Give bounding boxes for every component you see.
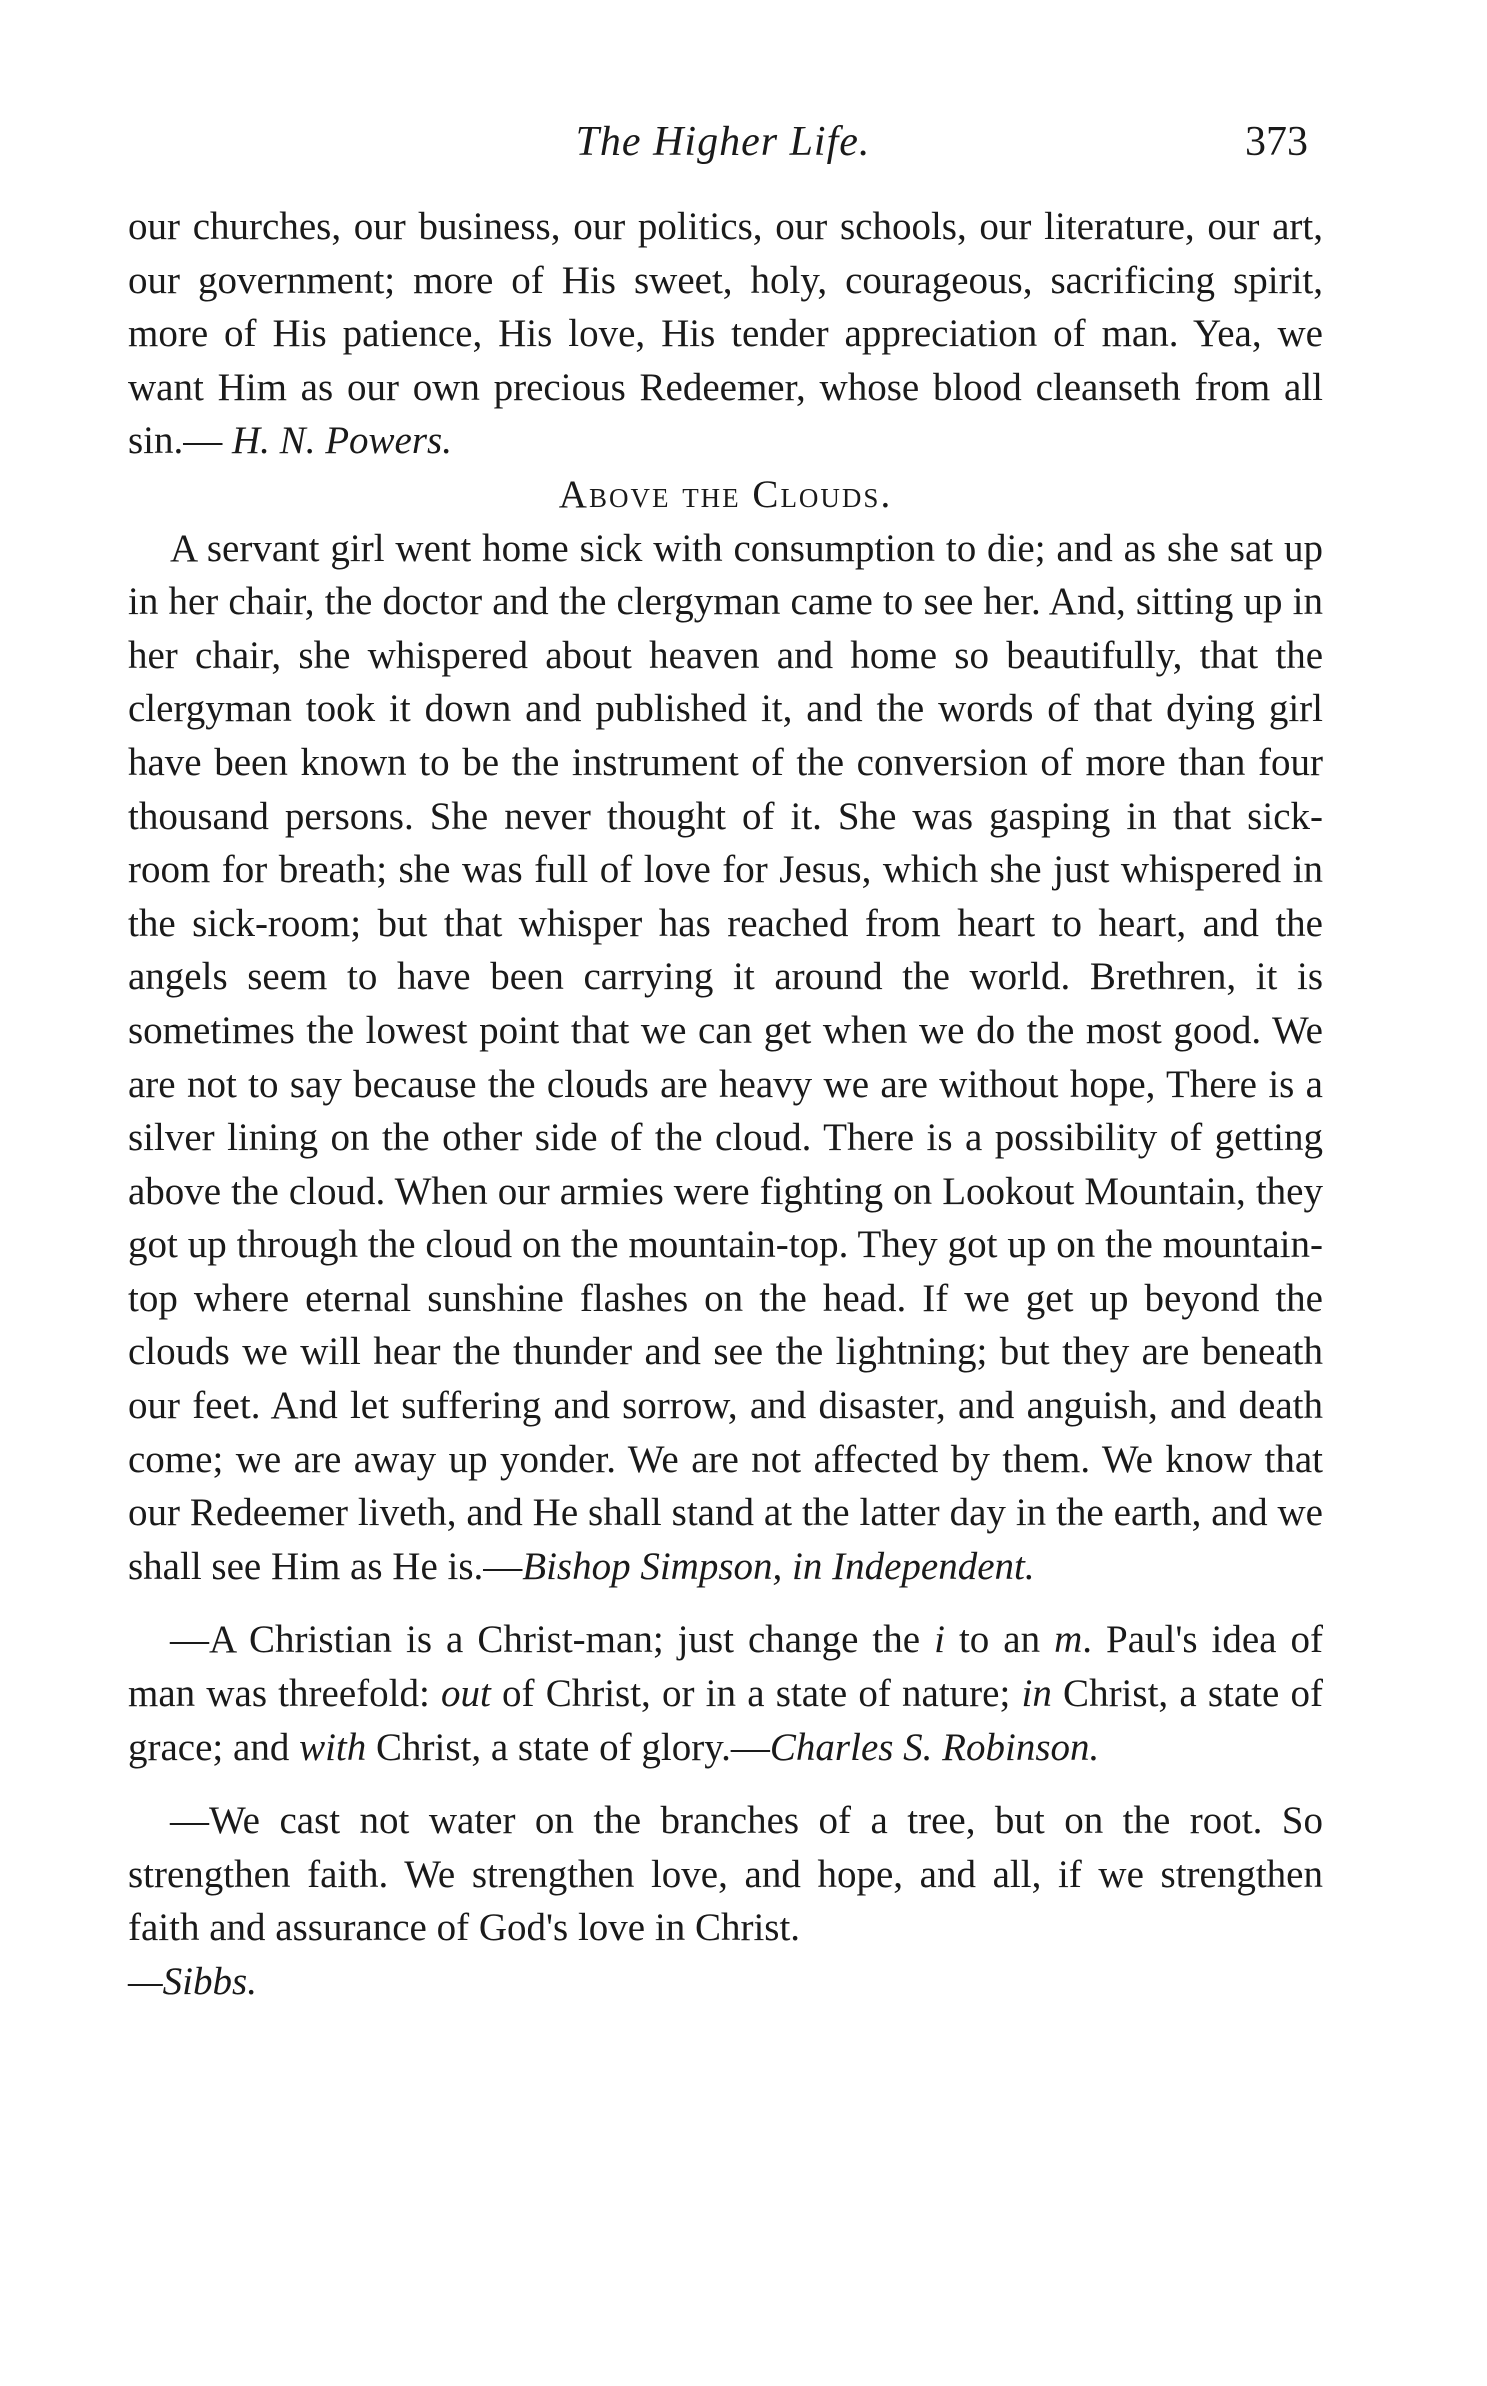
attribution: Bishop Simpson, in Independent.: [522, 1544, 1035, 1588]
quote-paragraph: [128, 1613, 1323, 1774]
quote-text: of Christ, or in a state of nature;: [490, 1672, 1022, 1716]
quote-emphasis: i: [934, 1618, 945, 1662]
quote-text: —We cast not water on the branches of a tree, but on the root. So strengthen faith. We strengthen love, and hope, and all, if we strengthen faith and assurance of God's love in Christ.: [128, 1799, 1323, 1950]
quote-emphasis: with: [299, 1725, 367, 1769]
section-paragraph: [128, 522, 1323, 1594]
continued-paragraph: [128, 200, 1323, 468]
attribution: —Sibbs.: [128, 1960, 257, 2003]
running-head: The Higher Life.: [575, 119, 871, 165]
quote-text: Christ, a state of grace; and: [128, 1672, 1323, 1769]
quote-text: Christ, a state of glory.—: [366, 1725, 770, 1769]
quote-paragraph: [128, 1794, 1323, 2008]
section-heading: Above the Clouds.: [558, 472, 893, 516]
quote-emphasis: out: [440, 1672, 491, 1716]
paragraph-text: our churches, our business, our politics, our schools, our literature, our art, our government; more of His sweet, holy, courageous, sacrificing spirit, more of His patience, His love, His tender appreciation of man. Yea, we want Him as our own precious Redeemer, whose blood cleanseth from all sin.—: [128, 205, 1323, 463]
quote-text: . Paul's idea of man was threefold:: [128, 1618, 1324, 1716]
quote-emphasis: in: [1021, 1672, 1052, 1716]
quote-text: to an: [944, 1618, 1055, 1662]
attribution: Charles S. Robinson.: [769, 1725, 1100, 1769]
page-header: [128, 118, 1318, 188]
attribution: H. N. Powers.: [232, 419, 452, 463]
page-number: 373: [1245, 119, 1308, 165]
page-body: [128, 200, 1323, 2009]
paragraph-text: A servant girl went home sick with consumption to die; and as she sat up in her chair, the doctor and the clergyman came to see her. And, sitting up in her chair, she whispered about heaven and home so beautifully, that the clergyman took it down and published it, and the words of that dying girl have been known to be the instrument of the conversion of more than four thousand persons. She never thought of it. She was gasping in that sick-room for breath; she was full of love for Jesus, which she just whispered in the sick-room; but that whisper has reached from heart to heart, and the angels seem to have been carrying it around the world. Brethren, it is sometimes the lowest point that we can get when we do the most good. We are not to say because the clouds are heavy we are without hope, There is a silver lining on the other side of the cloud. There is a possibility of getting above the cloud. When our armies were fighting on Lookout Mountain, they got up through the cloud on the mountain-top. They got up on the mountain-top where eternal sunshine flashes on the head. If we get up beyond the clouds we will hear the thunder and see the lightning; but they are beneath our feet. And let suffering and sorrow, and disaster, and anguish, and death come; we are away up yonder. We are not affected by them. We know that our Redeemer liveth, and He shall stand at the latter day in the earth, and we shall see Him as He is.—: [128, 526, 1323, 1588]
quote-emphasis: m: [1054, 1618, 1083, 1662]
quote-text: —A Christian is a Christ-man; just change the: [170, 1618, 935, 1662]
